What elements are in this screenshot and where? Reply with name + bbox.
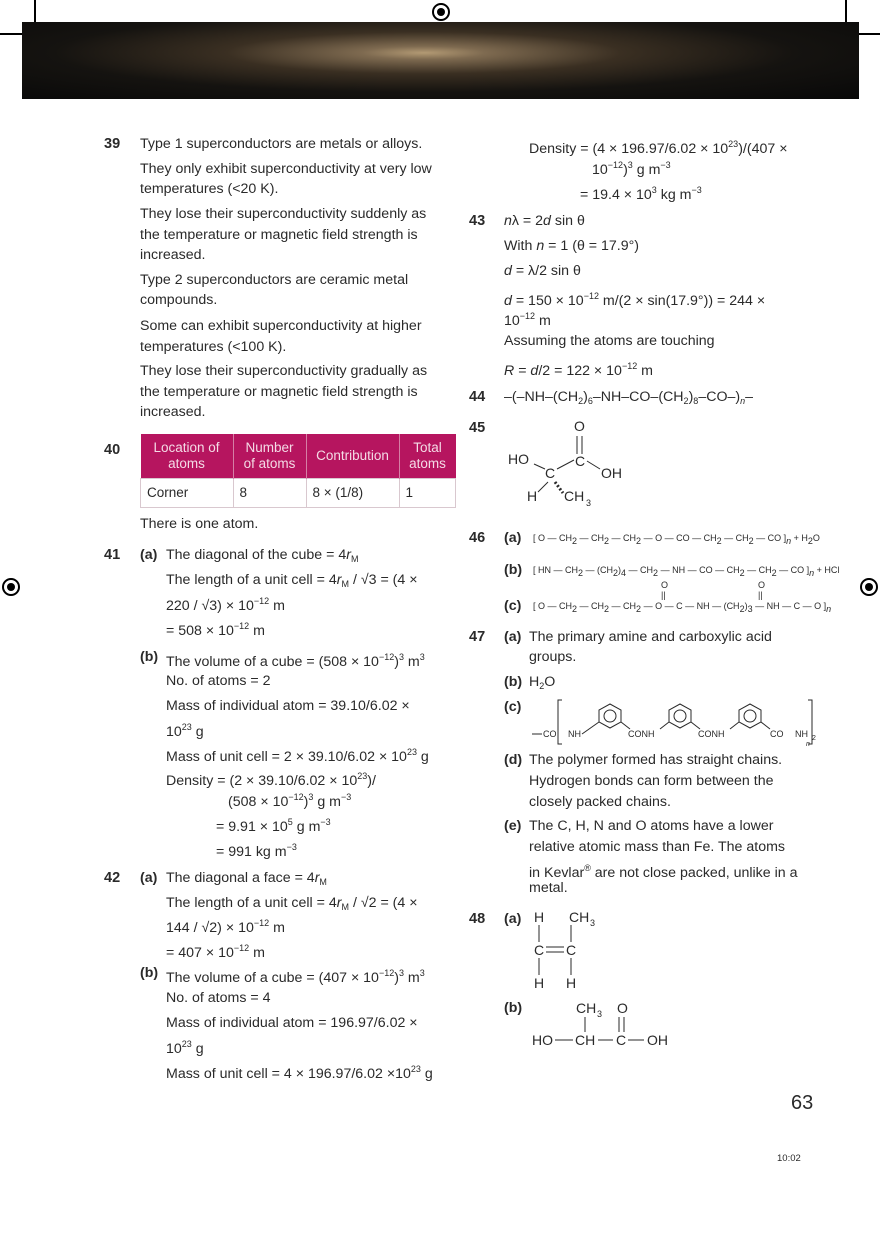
answer-line: The diagonal of the cube = $4r_M$ bbox=[166, 547, 359, 564]
lactic-acid-condensed-structure bbox=[530, 996, 680, 1052]
part-label: (c) bbox=[504, 598, 522, 614]
polymer-structure: [ O — $CH_2$ — $CH_2$ — $CH_2$ — O — C — NH — $(CH_2)_3$ — NH — C — O ]$_n$ bbox=[533, 601, 832, 614]
svg-text:OH: OH bbox=[601, 465, 622, 481]
answer-line: increased. bbox=[140, 247, 206, 263]
registration-mark-icon bbox=[432, 3, 450, 21]
answer-line: The volume of a cube = $(508 \times 10^{-12})^3$ $m^3$ bbox=[166, 652, 425, 670]
svg-text:CO: CO bbox=[770, 729, 784, 739]
answer-line: $R = d/2 = 122 \times 10^{-12}$ m bbox=[504, 361, 653, 379]
lactic-acid-structure bbox=[500, 416, 640, 512]
answer-line: $220 / √3) \times 10^{-12}$ m bbox=[166, 596, 285, 614]
polymer-structure: [ HN — $CH_2$ — $(CH_2)_4$ — $CH_2$ — NH — CO — $CH_2$ — $CH_2$ — CO ]$_n$ + HCl bbox=[533, 565, 840, 578]
part-label: (b) bbox=[504, 562, 523, 578]
table-header: Contribution bbox=[306, 434, 399, 479]
question-number: 40 bbox=[104, 442, 121, 458]
question-number: 47 bbox=[469, 629, 486, 645]
polymer-formula: $-(-NH-(CH_2)_6-NH-CO-(CH_2)_8-CO-)_n-$ bbox=[504, 389, 754, 406]
answer-line: The volume of a cube = $(407 \times 10^{-12})^3$ $m^3$ bbox=[166, 968, 425, 986]
question-number: 48 bbox=[469, 911, 486, 927]
answer-line: Mass of unit cell = $2 \times 39.10/6.02 \times 10^{23}$ g bbox=[166, 747, 429, 765]
svg-text:n: n bbox=[806, 741, 810, 748]
answer-line: Density = $(2 \times 39.10/6.02 \times 10^{23})/$ bbox=[166, 771, 376, 789]
table-header-row bbox=[141, 434, 456, 479]
svg-text:CONH: CONH bbox=[698, 729, 725, 739]
answer-line: Mass of unit cell = $4 \times 196.97/6.02 \times 10^{23}$ g bbox=[166, 1064, 433, 1082]
crop-mark bbox=[845, 0, 847, 22]
answer-line: They lose their superconductivity suddenly as bbox=[140, 206, 427, 222]
crop-mark bbox=[0, 33, 22, 35]
answer-line: The diagonal a face = $4r_M$ bbox=[166, 870, 327, 887]
part-label: (e) bbox=[504, 818, 522, 834]
table-cell: Corner bbox=[141, 479, 234, 508]
svg-text:C: C bbox=[534, 942, 545, 958]
table-cell: 8 bbox=[233, 479, 306, 508]
answer-line: The primary amine and carboxylic acid bbox=[529, 629, 772, 645]
part-label: (a) bbox=[504, 530, 522, 546]
part-label: (d) bbox=[504, 752, 523, 768]
answer-line: $d = 150 \times 10^{-12}$ m/(2 × sin(17.9°)) = 244 × bbox=[504, 291, 766, 309]
answer-line: No. of atoms = 2 bbox=[166, 673, 271, 689]
answer-line: The length of a unit cell = $4r_M / √3 = (4$ × bbox=[166, 572, 418, 589]
svg-text:C: C bbox=[545, 465, 556, 481]
svg-text:HO: HO bbox=[508, 451, 529, 467]
question-number: 42 bbox=[104, 870, 121, 886]
svg-text:H: H bbox=[534, 975, 545, 991]
svg-text:H: H bbox=[566, 975, 577, 991]
table-header: Location of atoms bbox=[141, 434, 234, 479]
answer-line: groups. bbox=[529, 649, 577, 665]
question-number: 41 bbox=[104, 547, 121, 563]
answer-line: temperatures (<20 K). bbox=[140, 181, 279, 197]
answer-line: Mass of individual atom = 196.97/6.02 × bbox=[166, 1015, 418, 1031]
answer-line: $10^{23}$ g bbox=[166, 722, 204, 740]
svg-text:NH: NH bbox=[568, 729, 581, 739]
answer-line: They lose their superconductivity gradually as bbox=[140, 363, 428, 379]
part-label: (b) bbox=[504, 674, 523, 690]
answer-line: The length of a unit cell = $4r_M / √2 = (4$ × bbox=[166, 895, 418, 912]
answer-line: the temperature or magnetic field strength is bbox=[140, 227, 418, 243]
answer-line: compounds. bbox=[140, 292, 218, 308]
answer-line: = $19.4 \times 10^3$ kg $m^{-3}$ bbox=[580, 185, 702, 203]
part-label: (b) bbox=[140, 649, 159, 665]
answer-line: relative atomic mass than Fe. The atoms bbox=[529, 839, 786, 855]
answer-line: Some can exhibit superconductivity at higher bbox=[140, 318, 422, 334]
svg-text:2: 2 bbox=[812, 735, 816, 742]
question-number: 43 bbox=[469, 213, 486, 229]
answer-line: Mass of individual atom = 39.10/6.02 × bbox=[166, 698, 410, 714]
polymer-structure: [ O — $CH_2$ — $CH_2$ — $CH_2$ — O — CO — $CH_2$ — $CH_2$ — CO ]$_n + H_2O$ bbox=[533, 533, 820, 546]
aramid-structure bbox=[530, 696, 820, 748]
answer-line: With n = 1 (θ = 17.9°) bbox=[504, 238, 640, 254]
part-label: (c) bbox=[504, 699, 522, 715]
svg-text:HO: HO bbox=[532, 1032, 553, 1048]
question-number: 45 bbox=[469, 420, 486, 436]
crop-mark bbox=[34, 0, 36, 22]
svg-text:CH: CH bbox=[575, 1032, 596, 1048]
print-time: 10:02 bbox=[777, 1153, 801, 1164]
answer-line: increased. bbox=[140, 404, 206, 420]
part-label: (b) bbox=[504, 1000, 523, 1016]
page-number: 63 bbox=[791, 1092, 814, 1114]
question-number: 46 bbox=[469, 530, 486, 546]
part-label: (a) bbox=[140, 547, 158, 563]
svg-text:C: C bbox=[566, 942, 577, 958]
svg-text:3: 3 bbox=[590, 918, 596, 928]
svg-text:C: C bbox=[575, 453, 586, 469]
answer-line: = $508 \times 10^{-12}$ m bbox=[166, 621, 265, 639]
header-banner-image bbox=[22, 22, 859, 99]
answer-line: = $9.91 \times 10^5$ g $m^{-3}$ bbox=[216, 817, 331, 835]
svg-text:NH: NH bbox=[795, 729, 808, 739]
answer-line: The polymer formed has straight chains. bbox=[529, 752, 783, 768]
answer-line: = 991 kg $m^{-3}$ bbox=[216, 842, 297, 860]
svg-text:3: 3 bbox=[597, 1009, 603, 1019]
answer-line: Hydrogen bonds can form between the bbox=[529, 773, 774, 789]
svg-text:H: H bbox=[527, 488, 538, 504]
registration-mark-icon bbox=[2, 578, 20, 596]
answer-line: temperatures (<100 K). bbox=[140, 339, 287, 355]
table-header: Total atoms bbox=[399, 434, 456, 479]
answer-line: There is one atom. bbox=[140, 516, 259, 532]
answer-line: $10^{23}$ g bbox=[166, 1039, 204, 1057]
question-number: 44 bbox=[469, 389, 486, 405]
answer-line: Type 2 superconductors are ceramic metal bbox=[140, 272, 409, 288]
answer-line: $(508 \times 10^{-12})^3$ g $m^{-3}$ bbox=[228, 792, 352, 810]
answer-line: metal. bbox=[529, 880, 568, 896]
carbonyl-o: O || bbox=[758, 580, 766, 600]
answer-line: Type 1 superconductors are metals or alloys. bbox=[140, 136, 423, 152]
answer-line: nλ = 2d sin θ bbox=[504, 213, 585, 229]
svg-text:OH: OH bbox=[647, 1032, 668, 1048]
answer-line: Assuming the atoms are touching bbox=[504, 333, 715, 349]
answer-line: $H_2O$ bbox=[529, 674, 556, 691]
answer-line: = $407 \times 10^{-12}$ m bbox=[166, 943, 265, 961]
svg-text:CO: CO bbox=[543, 729, 557, 739]
svg-text:H: H bbox=[534, 909, 545, 925]
propene-structure bbox=[528, 906, 608, 992]
crop-mark bbox=[859, 33, 880, 35]
table-cell: 8 × (1/8) bbox=[306, 479, 399, 508]
answer-line: closely packed chains. bbox=[529, 794, 671, 810]
part-label: (a) bbox=[504, 911, 522, 927]
registration-mark-icon bbox=[860, 578, 878, 596]
answer-line: Density = $(4 \times 196.97/6.02 \times 10^{23})/(407$ × bbox=[529, 139, 788, 157]
answer-line: in Kevlar® are not close packed, unlike in a bbox=[529, 863, 798, 881]
table-row bbox=[141, 479, 456, 508]
svg-text:O: O bbox=[617, 1000, 628, 1016]
svg-text:CH: CH bbox=[576, 1000, 597, 1016]
question-number: 39 bbox=[104, 136, 121, 152]
table-header: Number of atoms bbox=[233, 434, 306, 479]
answer-line: $10^{-12})^3$ g $m^{-3}$ bbox=[592, 160, 671, 178]
svg-text:CONH: CONH bbox=[628, 729, 655, 739]
svg-text:3: 3 bbox=[586, 498, 592, 508]
answer-line: $10^{-12}$ m bbox=[504, 311, 551, 329]
answer-line: $144 / √2) \times 10^{-12}$ m bbox=[166, 918, 285, 936]
unit-cell-table bbox=[140, 434, 456, 508]
answer-line: No. of atoms = 4 bbox=[166, 990, 271, 1006]
part-label: (a) bbox=[140, 870, 158, 886]
part-label: (b) bbox=[140, 965, 159, 981]
answer-line: d = λ/2 sin θ bbox=[504, 263, 581, 279]
svg-text:O: O bbox=[574, 418, 585, 434]
svg-text:CH: CH bbox=[569, 909, 590, 925]
answer-line: They only exhibit superconductivity at very low bbox=[140, 161, 432, 177]
part-label: (a) bbox=[504, 629, 522, 645]
svg-text:C: C bbox=[616, 1032, 627, 1048]
table-cell: 1 bbox=[399, 479, 456, 508]
carbonyl-o: O || bbox=[661, 580, 669, 600]
answer-line: The C, H, N and O atoms have a lower bbox=[529, 818, 774, 834]
svg-text:CH: CH bbox=[564, 488, 585, 504]
answer-line: the temperature or magnetic field strength is bbox=[140, 384, 418, 400]
